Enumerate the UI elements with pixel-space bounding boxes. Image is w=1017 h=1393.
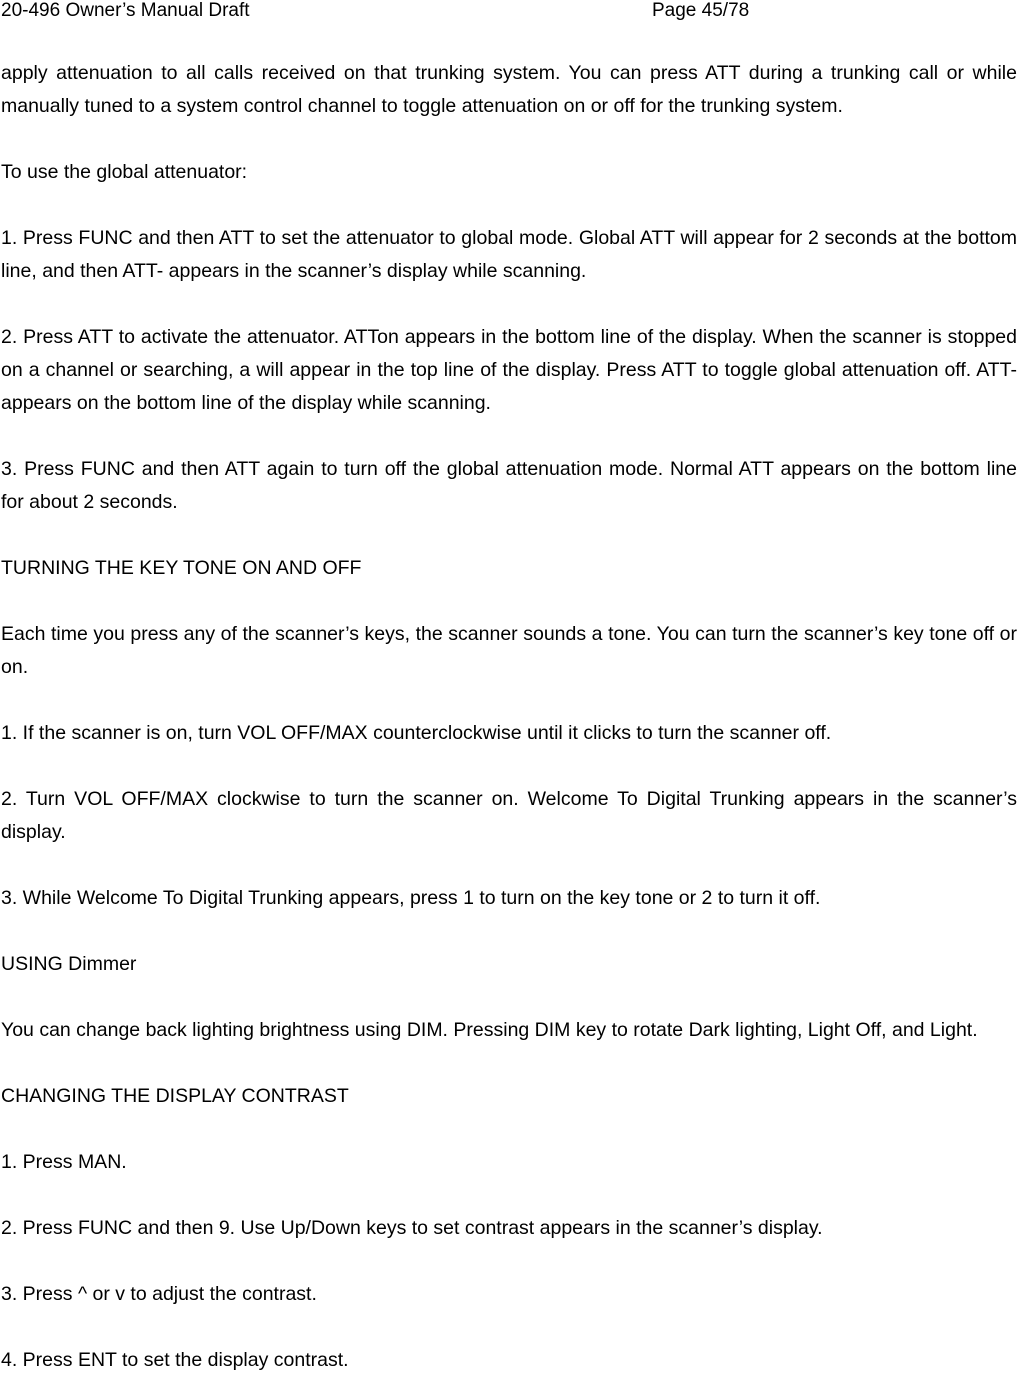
page-header: [0, 0, 1017, 24]
paragraph: Each time you press any of the scanner’s keys, the scanner sounds a tone. You can turn the scanner’s key tone off or on.: [1, 623, 1017, 678]
paragraph: 1. If the scanner is on, turn VOL OFF/MAX counterclockwise until it clicks to turn the scanner off.: [1, 722, 832, 744]
paragraph: 3. While Welcome To Digital Trunking appears, press 1 to turn on the key tone or 2 to turn it off.: [1, 887, 821, 909]
paragraph: 1. Press MAN.: [1, 1151, 127, 1173]
paragraph: 3. Press FUNC and then ATT again to turn off the global attenuation mode. Normal ATT appears on the bottom line for about 2 seconds.: [1, 458, 1017, 513]
paragraph: To use the global attenuator:: [1, 161, 248, 183]
paragraph: You can change back lighting brightness using DIM. Pressing DIM key to rotate Dark lighting, Light Off, and Light.: [1, 1019, 978, 1041]
paragraph: 2. Press ATT to activate the attenuator. ATTon appears in the bottom line of the display. When the scanner is stopped on a channel or searching, a will appear in the top line of the display. Press ATT to toggle global attenuation off. ATT- appears on the bottom line of the display while scanning.: [1, 326, 1017, 414]
paragraph: apply attenuation to all calls received on that trunking system. You can press ATT during a trunking call or while manually tuned to a system control channel to toggle attenuation on or off for the trunking system.: [1, 62, 1017, 117]
section-heading-display-contrast: CHANGING THE DISPLAY CONTRAST: [1, 1085, 349, 1107]
page-number: Page 45/78: [652, 0, 750, 21]
paragraph: 2. Press FUNC and then 9. Use Up/Down keys to set contrast appears in the scanner’s display.: [1, 1217, 823, 1239]
paragraph: 4. Press ENT to set the display contrast.: [1, 1349, 349, 1371]
paragraph: 3. Press ^ or v to adjust the contrast.: [1, 1283, 317, 1305]
section-heading-dimmer: USING Dimmer: [1, 953, 137, 975]
page-body: [1, 57, 1017, 1377]
section-heading-key-tone: TURNING THE KEY TONE ON AND OFF: [1, 557, 362, 579]
paragraph: 2. Turn VOL OFF/MAX clockwise to turn the scanner on. Welcome To Digital Trunking appears in the scanner’s display.: [1, 788, 1017, 843]
paragraph: 1. Press FUNC and then ATT to set the attenuator to global mode. Global ATT will appear for 2 seconds at the bottom line, and then ATT- appears in the scanner’s display while scanning.: [1, 227, 1017, 282]
document-title: 20-496 Owner’s Manual Draft: [1, 0, 250, 21]
